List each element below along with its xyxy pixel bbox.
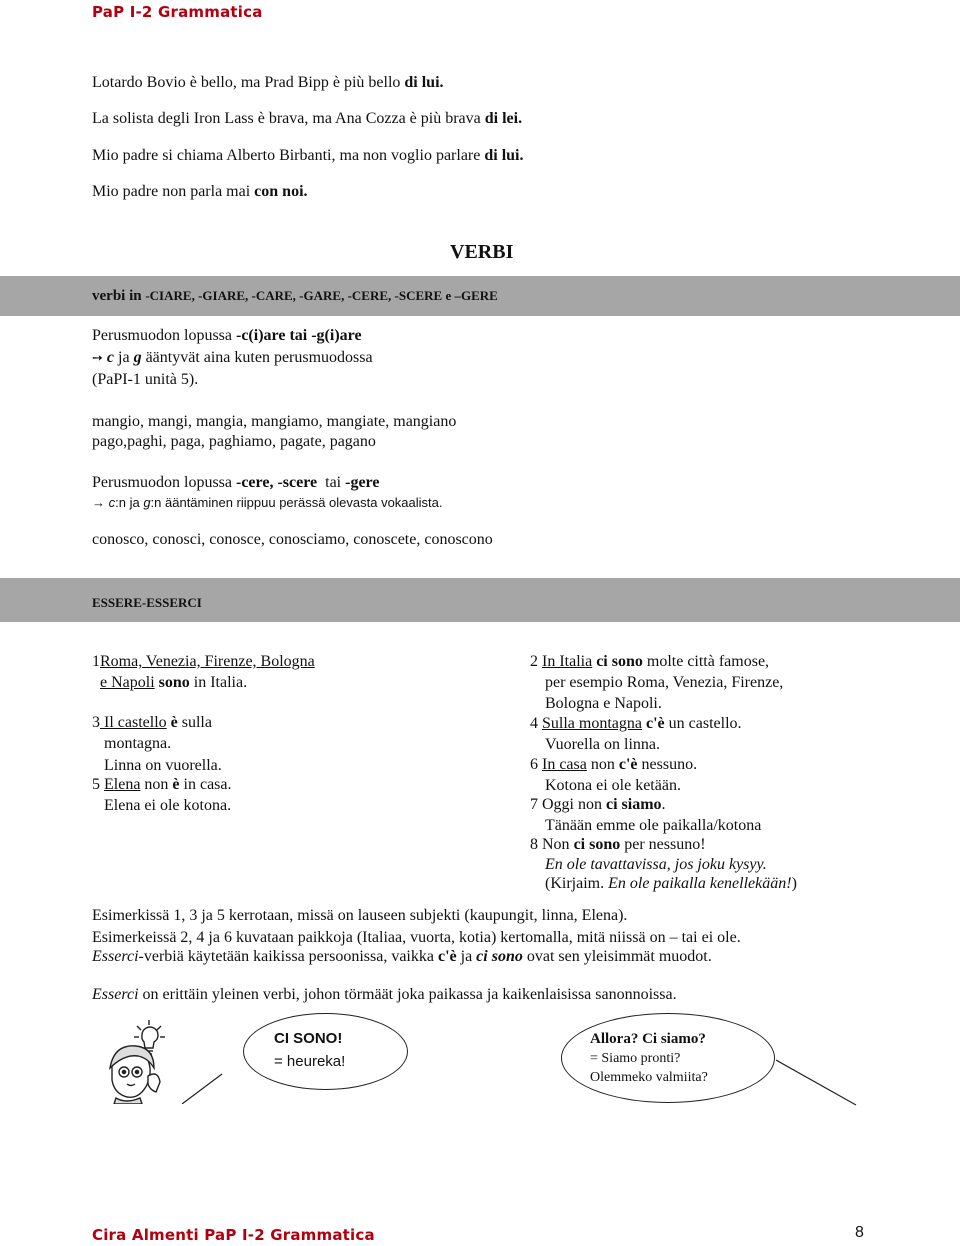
right-ex2-line2: per esempio Roma, Venezia, Firenze,: [545, 674, 784, 691]
arrow-icon: →: [92, 495, 105, 510]
speech-bubble-ci-sono: [243, 1013, 408, 1090]
explanation-line-4: Esserci on erittäin yleinen verbi, johon törmäät joka paikassa ja kaikenlaisissa sanonnoissa.: [92, 986, 677, 1003]
right-ex7-translation: Tänään emme ole paikalla/kotona: [545, 817, 762, 834]
bubble2-line3: Olemmeko valmiita?: [590, 1070, 708, 1085]
explanation-line-2: Esimerkeissä 2, 4 ja 6 kuvataan paikkoja (Italiaa, vuorta, kotia) kertomalla, mitä niissä on – tai ei ole.: [92, 929, 741, 946]
right-ex4-translation: Vuorella on linna.: [545, 736, 661, 753]
rule1-line2: ➙ c ja g ääntyvät aina kuten perusmuodossa: [92, 349, 373, 366]
bubble2-line2: = Siamo pronti?: [590, 1051, 681, 1066]
explanation-line-1: Esimerkissä 1, 3 ja 5 kerrotaan, missä on lauseen subjekti (kaupungit, linna, Elena).: [92, 907, 628, 924]
left-ex3-line2: montagna.: [104, 735, 172, 752]
band-verbi-text: verbi in -CIARE, -GIARE, -CARE, -GARE, -CERE, -SCERE e –GERE: [92, 288, 498, 304]
footer-title: Cira Almenti PaP I-2 Grammatica: [92, 1226, 375, 1244]
conjugation-conoscere: conosco, conosci, conosce, conosciamo, conoscete, conoscono: [92, 531, 493, 548]
right-ex6-line1: 6 In casa non c'è nessuno.: [530, 756, 698, 773]
section-band-verbi: [0, 276, 960, 316]
right-ex8-line1: 8 Non ci sono per nessuno!: [530, 836, 706, 853]
right-ex8-translation-literal: (Kirjaim. En ole paikalla kenellekään!): [545, 875, 797, 892]
band-essere-text: ESSERE-ESSERCI: [92, 595, 202, 610]
page-header: PaP I-2 Grammatica: [92, 3, 263, 21]
section-band-essere: [0, 578, 960, 622]
right-ex8-translation: En ole tavattavissa, jos joku kysyy.: [545, 856, 767, 873]
right-ex2-line3: Bologna e Napoli.: [545, 695, 662, 712]
left-ex3-translation: Linna on vuorella.: [104, 757, 222, 774]
left-ex1-line2: e Napoli sono in Italia.: [100, 674, 248, 691]
left-ex3-line1: 3 Il castello è sulla: [92, 714, 212, 731]
bubble1-line2: = heureka!: [274, 1053, 346, 1070]
page-number: 8: [855, 1224, 864, 1241]
arrow-icon: ➙: [92, 351, 103, 366]
conjugation-pagare: pago,paghi, paga, paghiamo, pagate, pagano: [92, 433, 376, 450]
bubble1-line1: CI SONO!: [274, 1030, 343, 1047]
left-ex1-line1: 1Roma, Venezia, Firenze, Bologna: [92, 653, 315, 670]
rule1-line1: Perusmuodon lopussa -c(i)are tai -g(i)are: [92, 327, 362, 344]
example-sentence-4: Mio padre non parla mai con noi.: [92, 183, 308, 200]
left-ex5-line1: 5 Elena non è in casa.: [92, 776, 232, 793]
left-ex5-translation: Elena ei ole kotona.: [104, 797, 232, 814]
rule1-line3: (PaPI-1 unità 5).: [92, 371, 199, 388]
right-ex2-line1: 2 In Italia ci sono molte città famose,: [530, 653, 770, 670]
conjugation-mangiare: mangio, mangi, mangia, mangiamo, mangiate, mangiano: [92, 413, 457, 430]
example-sentence-2: La solista degli Iron Lass è brava, ma Ana Cozza è più brava di lei.: [92, 110, 523, 127]
thinking-girl-illustration: [90, 1018, 240, 1104]
right-ex7-line1: 7 Oggi non ci siamo.: [530, 796, 666, 813]
speech-bubble-tail: [776, 1050, 860, 1108]
explanation-line-3: Esserci-verbiä käytetään kaikissa persoonissa, vaikka c'è ja ci sono ovat sen yleisimmät muodot.: [92, 948, 712, 965]
rule2-line1: Perusmuodon lopussa -cere, -scere tai -gere: [92, 474, 380, 491]
rule2-line2: → c:n ja g:n ääntäminen riippuu perässä olevasta vokaalista.: [92, 495, 443, 510]
right-ex4-line1: 4 Sulla montagna c'è un castello.: [530, 715, 742, 732]
bubble2-line1: Allora? Ci siamo?: [590, 1031, 706, 1047]
right-ex6-translation: Kotona ei ole ketään.: [545, 777, 681, 794]
section-title-verbi: VERBI: [450, 241, 514, 263]
example-sentence-3: Mio padre si chiama Alberto Birbanti, ma non voglio parlare di lui.: [92, 147, 524, 164]
speech-bubble-ci-siamo: [561, 1013, 775, 1103]
example-sentence-1: Lotardo Bovio è bello, ma Prad Bipp è più bello di lui.: [92, 74, 444, 91]
